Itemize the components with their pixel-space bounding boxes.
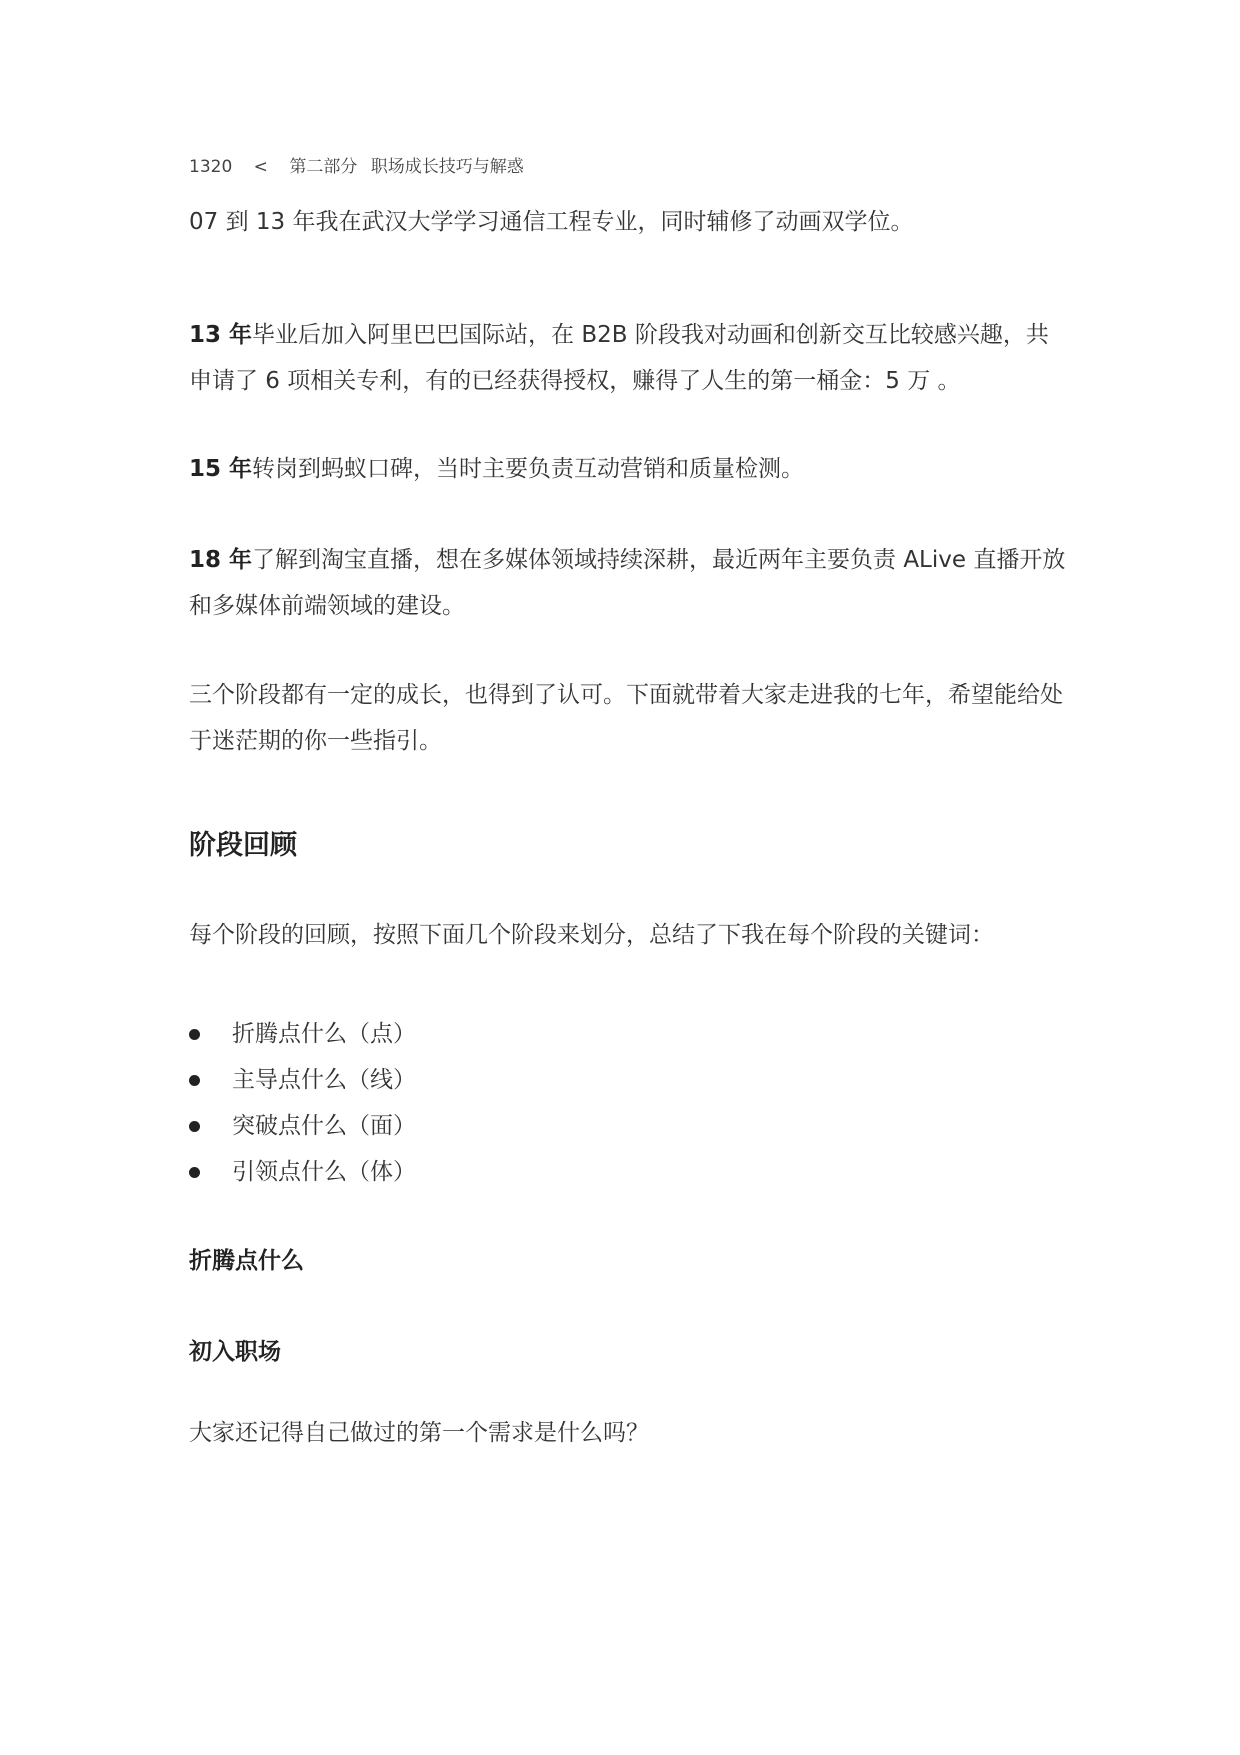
sub-subsection-title: 初入职场 — [189, 1339, 281, 1365]
paragraph-text: 了解到淘宝直播，想在多媒体领域持续深耕，最近两年主要负责 ALive 直播开放和多媒体前端领域的建设。 — [189, 547, 1066, 619]
bullet-icon — [189, 1029, 200, 1040]
list-item-label: 引领点什么（体） — [232, 1159, 416, 1185]
bullet-icon — [189, 1121, 200, 1132]
paragraph-text: 每个阶段的回顾，按照下面几个阶段来划分，总结了下我在每个阶段的关键词： — [189, 922, 994, 948]
paragraph-summary — [189, 672, 1069, 764]
paragraph-2015 — [189, 446, 1069, 492]
list-item — [189, 1057, 416, 1103]
subsection-title: 折腾点什么 — [189, 1248, 304, 1274]
paragraph-text: 大家还记得自己做过的第一个需求是什么吗？ — [189, 1420, 649, 1446]
list-item — [189, 1011, 416, 1057]
list-item — [189, 1103, 416, 1149]
bullet-icon — [189, 1167, 200, 1178]
paragraph-question — [189, 1410, 1069, 1456]
paragraph-text: 07 到 13 年我在武汉大学学习通信工程专业，同时辅修了动画双学位。 — [189, 209, 914, 235]
header-arrow-icon: < — [253, 157, 268, 177]
list-item-label: 突破点什么（面） — [232, 1113, 416, 1139]
list-item-label: 折腾点什么（点） — [232, 1021, 416, 1047]
year-label: 13 年 — [189, 322, 253, 348]
page-number: 1320 — [189, 157, 233, 177]
paragraph-2018 — [189, 537, 1069, 629]
paragraph-education — [189, 199, 1069, 245]
year-label: 15 年 — [189, 456, 253, 482]
header-section: 职场成长技巧与解惑 — [370, 157, 524, 177]
paragraph-2013 — [189, 312, 1069, 404]
bullet-icon — [189, 1075, 200, 1086]
paragraph-text: 转岗到蚂蚁口碑，当时主要负责互动营销和质量检测。 — [252, 456, 805, 482]
keyword-list — [189, 1011, 416, 1195]
paragraph-text: 毕业后加入阿里巴巴国际站，在 B2B 阶段我对动画和创新交互比较感兴趣，共申请了 6 项相关专利，有的已经获得授权，赚得了人生的第一桶金：5 万 。 — [189, 322, 1049, 394]
section-title: 阶段回顾 — [189, 830, 297, 861]
paragraph-intro — [189, 912, 1069, 958]
list-item — [189, 1149, 416, 1195]
year-label: 18 年 — [189, 547, 253, 573]
paragraph-text: 三个阶段都有一定的成长，也得到了认可。下面就带着大家走进我的七年，希望能给处于迷茫期的你一些指引。 — [189, 682, 1063, 754]
header-part: 第二部分 — [289, 157, 358, 177]
page-header — [189, 152, 524, 177]
list-item-label: 主导点什么（线） — [232, 1067, 416, 1093]
